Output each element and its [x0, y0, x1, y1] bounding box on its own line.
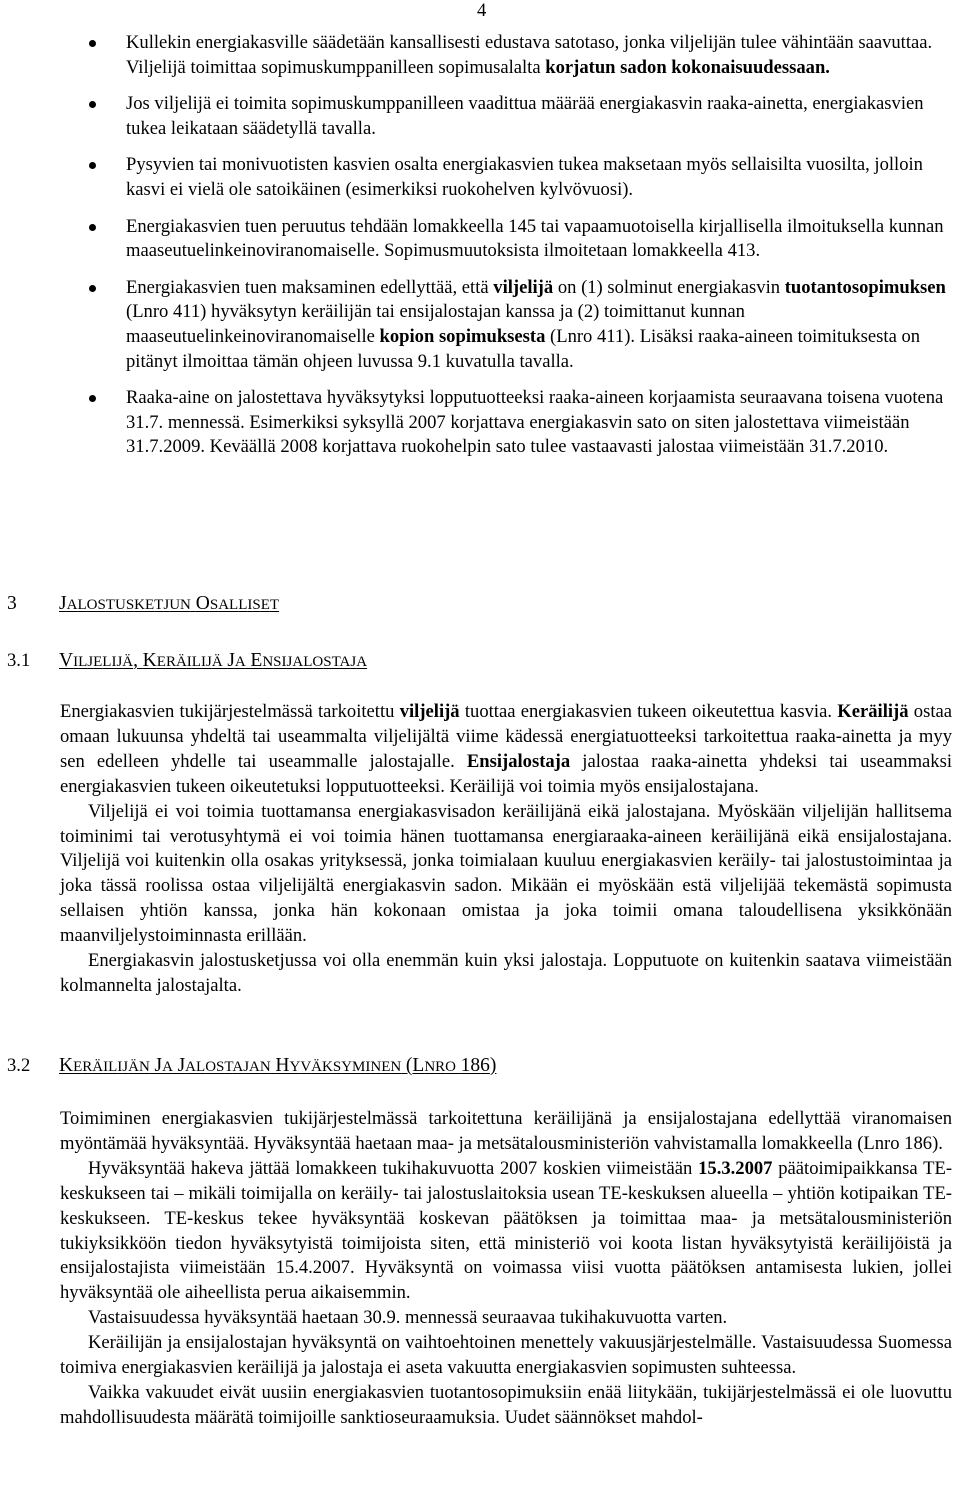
bullet-dot-icon	[89, 40, 96, 47]
section-number: 3.2	[7, 1055, 31, 1076]
text-run: Energiakasvien tuen maksaminen edellyttää, että	[126, 276, 494, 298]
text-run: Hyväksyntää hakeva jättää lomakkeen tukihakuvuotta 2007 koskien viimeistään	[88, 1157, 699, 1179]
text-run: Energiakasvien tukijärjestelmässä tarkoitettu	[60, 701, 400, 722]
bullet-dot-icon	[89, 285, 96, 292]
section-number: 3	[7, 593, 17, 614]
text-run: tuottaa energiakasvien tukeen oikeutettua kasvia.	[459, 701, 838, 722]
bullet-item	[0, 386, 960, 460]
bullet-dot-icon	[89, 224, 96, 231]
paragraph	[60, 800, 952, 949]
section-3-2-body	[60, 1107, 952, 1431]
section-number: 3.1	[7, 650, 31, 671]
bold-text-run: viljelijä	[399, 701, 460, 722]
section-heading-3	[7, 593, 279, 615]
paragraph	[60, 1306, 952, 1331]
bullet-dot-icon	[89, 162, 96, 169]
text-run: Toimiminen energiakasvien tukijärjestelmässä tarkoitettuna keräilijänä ja ensijalostajana edellyttää viranomaisen myöntämää hyväksyntää. Hyväksyntää haetaan maa- ja metsätalousministeriön vahvistamalla lomakkeella (Lnro 186).	[60, 1108, 952, 1154]
bullet-item	[0, 92, 960, 141]
bold-text-run: korjatun sadon kokonaisuudessaan.	[545, 56, 830, 78]
bold-text-run: viljelijä	[493, 276, 554, 298]
text-run: on (1) solminut energiakasvin	[553, 276, 785, 298]
text-run: Energiakasvin jalostusketjussa voi olla enemmän kuin yksi jalostaja. Lopputuote on kuitenkin saatava viimeistään kolmannelta jalostajalta.	[60, 950, 952, 996]
bold-text-run: Keräilijä	[837, 701, 909, 722]
section-title: JALOSTUSKETJUN OSALLISET	[59, 593, 280, 614]
bold-text-run: Ensijalostaja	[466, 750, 571, 772]
text-run: Jos viljelijä ei toimita sopimuskumppanilleen vaadittua määrää energiakasvin raaka-ainetta, energiakasvien tukea leikataan säädetyllä tavalla.	[126, 93, 924, 139]
text-run: Vastaisuudessa hyväksyntää haetaan 30.9. mennessä seuraavaa tukihakuvuotta varten.	[88, 1307, 728, 1329]
text-run: (Lnro 411) hyväksytyn keräilijän tai ensijalostajan kanssa ja (2) toimittanut kunnan maaseutuelinkeinoviranomaiselle	[126, 301, 745, 347]
bullet-item	[0, 276, 960, 374]
paragraph	[60, 1331, 952, 1381]
bullet-item	[0, 153, 960, 202]
paragraph	[60, 1157, 952, 1306]
section-heading-3-1	[7, 650, 367, 672]
paragraph	[60, 1107, 952, 1157]
bullet-item	[0, 31, 960, 80]
text-run: Kullekin energiakasville säädetään kansallisesti edustava satotaso, jonka viljelijän tulee vähintään saavuttaa. Viljelijä toimittaa sopimuskumppanilleen sopimusalalta	[126, 32, 933, 78]
text-run: Pysyvien tai monivuotisten kasvien osalta energiakasvien tukea maksetaan myös sellaisilta vuosilta, jolloin kasvi ei vielä ole satoikäinen (esimerkiksi ruokohelven kylvövuosi).	[126, 154, 923, 200]
section-title: VILJELIJÄ, KERÄILIJÄ JA ENSIJALOSTAJA	[59, 650, 368, 671]
bold-text-run: 15.3.2007	[698, 1157, 773, 1179]
paragraph	[60, 700, 952, 800]
bullet-item	[0, 215, 960, 264]
text-run: jalostaa raaka-ainetta yhdeksi tai useammaksi energiakasvien tukeen oikeutetuksi lopputuotteeksi. Keräilijä voi toimia myös ensijalostajana.	[60, 750, 952, 797]
paragraph	[60, 1381, 952, 1431]
text-run: (Lnro 411). Lisäksi raaka-aineen toimituksesta on pitänyt ilmoittaa tämän ohjeen luvussa 9.1 kuvatulla tavalla.	[126, 325, 921, 372]
section-heading-3-2	[7, 1055, 496, 1077]
bullet-list	[0, 31, 960, 472]
text-run: Raaka-aine on jalostettava hyväksytyksi lopputuotteeksi raaka-aineen korjaamista seuraavana toisena vuotena 31.7. mennessä. Esimerkiksi syksyllä 2007 korjattava energiakasvin sato on siten jalostettava viimeistään 31.7.2009. Keväällä 2008 korjattava ruokohelpin sato tulee vastaavasti jalostaa viimeistään 31.7.2010.	[126, 387, 944, 458]
text-run: Vaikka vakuudet eivät uusiin energiakasvien tuotantosopimuksiin enää liitykään, tukijärjestelmässä ei ole luovuttu mahdollisuudesta määrätä toimijoille sanktioseuraamuksia. Uudet säännökset mahdol-	[60, 1381, 952, 1428]
bold-text-run: tuotantosopimuksen	[784, 276, 946, 298]
page-number: 4	[477, 0, 487, 21]
text-run: Energiakasvien tuen peruutus tehdään lomakkeella 145 tai vapaamuotoisella kirjallisella ilmoituksella kunnan maaseutuelinkeinoviranomaiselle. Sopimusmuutoksista ilmoitetaan lomakkeella 413.	[126, 215, 944, 262]
text-run: Keräilijän ja ensijalostajan hyväksyntä on vaihtoehtoinen menettely vakuusjärjestelmälle. Vastaisuudessa Suomessa toimiva energiakasvien keräilijä ja jalostaja ei aseta vakuutta energiakasvien sopimusten suhteessa.	[60, 1332, 952, 1379]
section-title: KERÄILIJÄN JA JALOSTAJAN HYVÄKSYMINEN (LNRO 186)	[59, 1055, 497, 1076]
paragraph	[60, 949, 952, 999]
text-run: ostaa omaan lukuunsa yhdeltä tai useammalta viljelijältä viime kädessä energiatuotteeksi tarkoitettua raaka-ainetta ja myy sen edelleen yhdelle tai useammalle jalostajalle.	[60, 701, 952, 772]
text-run: päätoimipaikkansa TE-keskukseen tai – mikäli toimijalla on keräily- tai jalostuslaitoksia usean TE-keskuksen alueella – yhtiön kotipaikan TE-keskukseen. TE-keskus tekee hyväksyntää koskevan päätöksen ja toimittaa maa- ja metsätalousministeriön tukiyksikköön tiedon hyväksytyistä toimijoista siten, että ministeriö voi koota listan hyväksytyistä keräilijöistä ja ensijalostajista viimeistään 15.4.2007. Hyväksyntä on voimassa viisi vuotta päätöksen antamisesta lukien, jollei hyväksyntää ole aiheellista perua aikaisemmin.	[60, 1157, 953, 1304]
section-3-1-body	[60, 700, 952, 999]
bullet-dot-icon	[89, 395, 96, 402]
text-run: Viljelijä ei voi toimia tuottamansa energiakasvisadon keräilijänä eikä jalostajana. Myöskään viljelijän hallitsema toiminimi tai verotusyhtymä ei voi toimia hänen tuottamansa energiaraaka-aineen keräilijänä eikä ensijalostajana. Viljelijä voi kuitenkin olla osakas yrityksessä, jonka toimialaan kuuluu energiakasvien keräily- tai jalostustoimintaa ja joka tässä roolissa ostaa viljelijältä energiakasvin sadon. Mikään ei myöskään estä viljelijää tekemästä sopimusta sellaisen yhtiön kanssa, jonka hän kokonaan omistaa ja joka toimii omana taloudellisena yksikkönään maanviljelystoiminnasta erillään.	[60, 800, 952, 947]
bullet-dot-icon	[89, 101, 96, 108]
bold-text-run: kopion sopimuksesta	[379, 325, 546, 347]
